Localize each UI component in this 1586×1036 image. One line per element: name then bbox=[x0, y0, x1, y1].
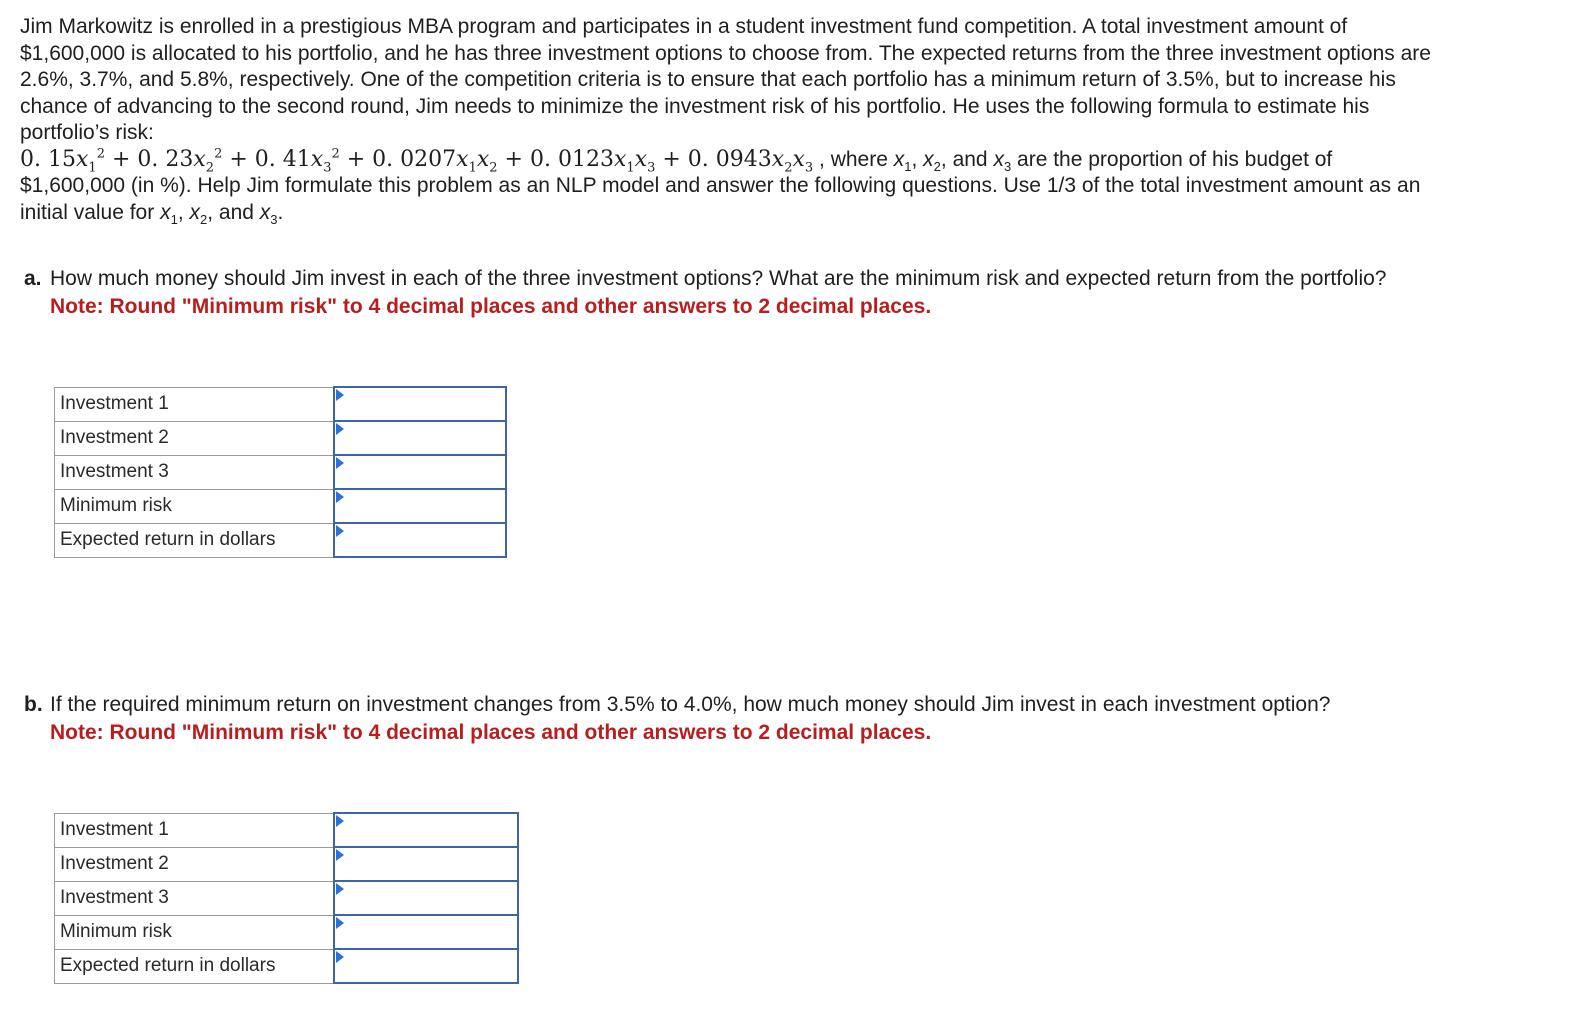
table-row bbox=[55, 949, 519, 983]
flag-icon bbox=[336, 457, 344, 469]
answer-b-investment-1-input[interactable] bbox=[335, 814, 517, 846]
question-b-letter: b. bbox=[24, 693, 43, 716]
formula-suffix: , where bbox=[819, 147, 888, 171]
table-row bbox=[55, 489, 507, 523]
row-label: Investment 1 bbox=[55, 813, 335, 847]
flag-icon bbox=[336, 849, 344, 861]
row-label: Expected return in dollars bbox=[55, 949, 335, 983]
row-label: Investment 2 bbox=[55, 847, 335, 881]
problem-text: Jim Markowitz is enrolled in a prestigious MBA program and participates in a student investment fund competition. A total investment amount of $1,600,000 is allocated to his portfolio, and he has three investment options to choose from. The expected returns from the three investment options are 2.6%, 3.7%, and 5.8%, respectively. One of the competition criteria is to ensure that each portfolio has a minimum return of 3.5%, but to increase his chance of advancing to the second round, Jim needs to minimize the investment risk of his portfolio. He uses the following formula to estimate his portfolio’s risk: bbox=[20, 15, 1431, 144]
row-label: Investment 3 bbox=[55, 455, 335, 489]
table-row bbox=[55, 387, 507, 421]
table-row bbox=[55, 847, 519, 881]
table-row bbox=[55, 813, 519, 847]
question-b-text: If the required minimum return on investment changes from 3.5% to 4.0%, how much money should Jim invest in each investment option? bbox=[50, 693, 1331, 716]
answer-table-b bbox=[54, 812, 519, 984]
table-row bbox=[55, 915, 519, 949]
table-row bbox=[55, 421, 507, 455]
problem-statement: Jim Markowitz is enrolled in a prestigious MBA program and participates in a student investment fund competition. A total investment amount of $1,600,000 is allocated to his portfolio, and he has three investment options to choose from. The expected returns from the three investment options are 2.6%, 3.7%, and 5.8%, respectively. One of the competition criteria is to ensure that each portfolio has a minimum return of 3.5%, but to increase his chance of advancing to the second round, Jim needs to minimize the investment risk of his portfolio. He uses the following formula to estimate his portfolio’s risk: 0. $15x_1^2 + 0$. $23x_2^2 + 0$. $41x_3^2 + 0$. $0207x_1x_2 + 0$. $0123x_1x_3 + 0$. $0943x_2x_3$ , where $x_1$, $x_2$, and $x_3$ are the proportion of his budget of $1,600,000 (in %). Help Jim formulate this problem as an NLP model and answer the following questions. Use 1/3 of the total investment amount as an initial value for $x_1$, $x_2$, and $x_3$. bbox=[20, 15, 1431, 227]
table-row bbox=[55, 455, 507, 489]
risk-formula: 0. $15x_1^2 + 0$. $23x_2^2 + 0$. $41x_3^2 + 0$. $0207x_1x_2 + 0$. $0123x_1x_3 + 0$. $0943x_2x_3$ bbox=[20, 146, 814, 175]
row-label: Investment 1 bbox=[55, 387, 335, 421]
variables-text: are the proportion of his budget of $1,600,000 (in %). Help Jim formulate this problem as an NLP model and answer the following questions. Use 1/3 of the total investment amount as an initial value for bbox=[20, 147, 1421, 224]
question-b-note: Note: Round "Minimum risk" to 4 decimal places and other answers to 2 decimal places. bbox=[50, 720, 932, 744]
flag-icon bbox=[336, 423, 344, 435]
flag-icon bbox=[336, 389, 344, 401]
question-a-note: Note: Round "Minimum risk" to 4 decimal places and other answers to 2 decimal places. bbox=[50, 294, 932, 318]
answer-a-investment-3-input[interactable] bbox=[335, 456, 505, 488]
question-a-text: How much money should Jim invest in each of the three investment options? What are the minimum risk and expected return from the portfolio? bbox=[50, 267, 1387, 290]
answer-b-investment-3-input[interactable] bbox=[335, 882, 517, 914]
table-row bbox=[55, 523, 507, 557]
answer-b-expected-return-input[interactable] bbox=[335, 950, 517, 982]
answer-a-investment-2-input[interactable] bbox=[335, 422, 505, 454]
row-label: Investment 3 bbox=[55, 881, 335, 915]
flag-icon bbox=[336, 951, 344, 963]
answer-b-minimum-risk-input[interactable] bbox=[335, 916, 517, 948]
flag-icon bbox=[336, 525, 344, 537]
row-label: Minimum risk bbox=[55, 915, 335, 949]
answer-a-minimum-risk-input[interactable] bbox=[335, 490, 505, 522]
answer-a-investment-1-input[interactable] bbox=[335, 388, 505, 420]
row-label: Expected return in dollars bbox=[55, 523, 335, 557]
flag-icon bbox=[336, 917, 344, 929]
flag-icon bbox=[336, 883, 344, 895]
answer-table-a bbox=[54, 386, 507, 558]
answer-b-investment-2-input[interactable] bbox=[335, 848, 517, 880]
question-b bbox=[24, 692, 1444, 746]
row-label: Investment 2 bbox=[55, 421, 335, 455]
flag-icon bbox=[336, 491, 344, 503]
table-row bbox=[55, 881, 519, 915]
question-a bbox=[24, 266, 1444, 320]
flag-icon bbox=[336, 815, 344, 827]
row-label: Minimum risk bbox=[55, 489, 335, 523]
question-a-letter: a. bbox=[24, 267, 42, 290]
answer-a-expected-return-input[interactable] bbox=[335, 524, 505, 556]
